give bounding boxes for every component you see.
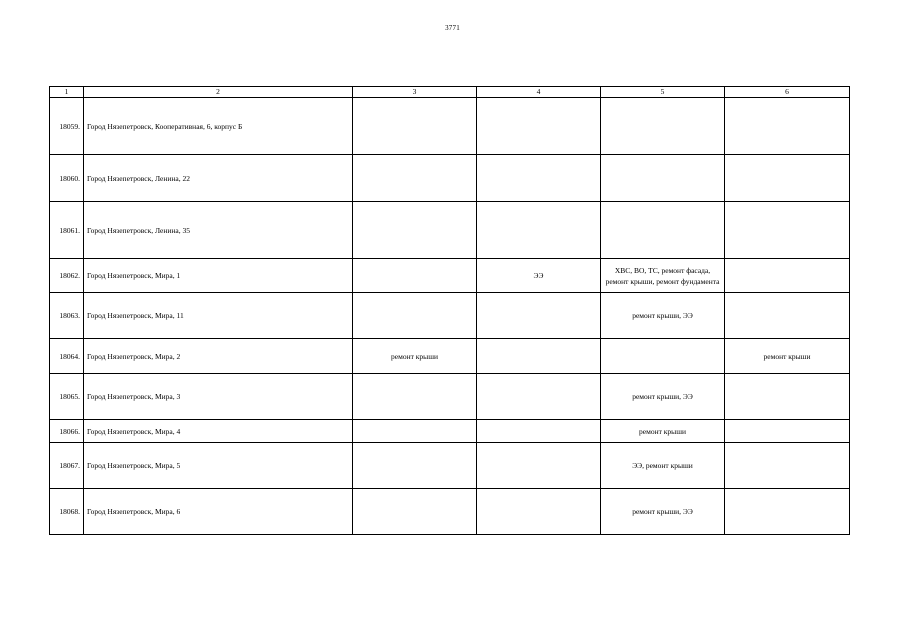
col4-cell — [477, 155, 601, 202]
table-row — [50, 443, 850, 489]
col4-cell — [477, 202, 601, 259]
col5-cell — [601, 98, 725, 155]
address-cell: Город Нязепетровск, Ленина, 35 — [84, 202, 353, 259]
col6-cell — [725, 155, 850, 202]
col5-cell: ЭЭ, ремонт крыши — [601, 443, 725, 489]
row-number: 18063. — [50, 293, 84, 339]
col3-cell — [353, 489, 477, 535]
col3-cell: ремонт крыши — [353, 339, 477, 374]
address-cell: Город Нязепетровск, Мира, 5 — [84, 443, 353, 489]
col4-cell — [477, 489, 601, 535]
row-number: 18061. — [50, 202, 84, 259]
col6-cell — [725, 489, 850, 535]
table-row — [50, 374, 850, 420]
col5-cell: ХВС, ВО, ТС, ремонт фасада, ремонт крыши, ремонт фундамента — [601, 259, 725, 293]
col6-cell — [725, 374, 850, 420]
col4-cell — [477, 293, 601, 339]
col6-cell — [725, 443, 850, 489]
col4-cell — [477, 98, 601, 155]
address-cell: Город Нязепетровск, Мира, 3 — [84, 374, 353, 420]
table-row — [50, 293, 850, 339]
col3-cell — [353, 420, 477, 443]
row-number: 18062. — [50, 259, 84, 293]
column-header: 3 — [353, 87, 477, 98]
table-row — [50, 98, 850, 155]
table-row — [50, 202, 850, 259]
col3-cell — [353, 374, 477, 420]
address-cell: Город Нязепетровск, Мира, 4 — [84, 420, 353, 443]
col6-cell — [725, 259, 850, 293]
column-header: 5 — [601, 87, 725, 98]
table-row — [50, 155, 850, 202]
table-row — [50, 489, 850, 535]
register-table — [49, 86, 850, 535]
col3-cell — [353, 293, 477, 339]
address-cell: Город Нязепетровск, Кооперативная, 6, корпус Б — [84, 98, 353, 155]
table-row — [50, 259, 850, 293]
col5-cell: ремонт крыши, ЭЭ — [601, 374, 725, 420]
column-header: 6 — [725, 87, 850, 98]
col5-cell: ремонт крыши, ЭЭ — [601, 293, 725, 339]
address-cell: Город Нязепетровск, Мира, 2 — [84, 339, 353, 374]
col3-cell — [353, 155, 477, 202]
col6-cell — [725, 202, 850, 259]
page-number: 3771 — [445, 24, 460, 32]
address-cell: Город Нязепетровск, Мира, 11 — [84, 293, 353, 339]
col5-cell — [601, 339, 725, 374]
col5-cell: ремонт крыши, ЭЭ — [601, 489, 725, 535]
row-number: 18065. — [50, 374, 84, 420]
row-number: 18066. — [50, 420, 84, 443]
col3-cell — [353, 98, 477, 155]
row-number: 18068. — [50, 489, 84, 535]
col4-cell: ЭЭ — [477, 259, 601, 293]
column-header: 1 — [50, 87, 84, 98]
row-number: 18060. — [50, 155, 84, 202]
column-header: 2 — [84, 87, 353, 98]
col3-cell — [353, 259, 477, 293]
address-cell: Город Нязепетровск, Мира, 6 — [84, 489, 353, 535]
col5-cell — [601, 202, 725, 259]
col6-cell: ремонт крыши — [725, 339, 850, 374]
col4-cell — [477, 420, 601, 443]
col5-cell — [601, 155, 725, 202]
header-row — [50, 87, 850, 98]
col5-cell: ремонт крыши — [601, 420, 725, 443]
table-row — [50, 420, 850, 443]
col3-cell — [353, 202, 477, 259]
table-row — [50, 339, 850, 374]
row-number: 18059. — [50, 98, 84, 155]
col3-cell — [353, 443, 477, 489]
row-number: 18064. — [50, 339, 84, 374]
col4-cell — [477, 339, 601, 374]
col6-cell — [725, 293, 850, 339]
col6-cell — [725, 98, 850, 155]
row-number: 18067. — [50, 443, 84, 489]
address-cell: Город Нязепетровск, Ленина, 22 — [84, 155, 353, 202]
col6-cell — [725, 420, 850, 443]
column-header: 4 — [477, 87, 601, 98]
col4-cell — [477, 443, 601, 489]
col4-cell — [477, 374, 601, 420]
address-cell: Город Нязепетровск, Мира, 1 — [84, 259, 353, 293]
